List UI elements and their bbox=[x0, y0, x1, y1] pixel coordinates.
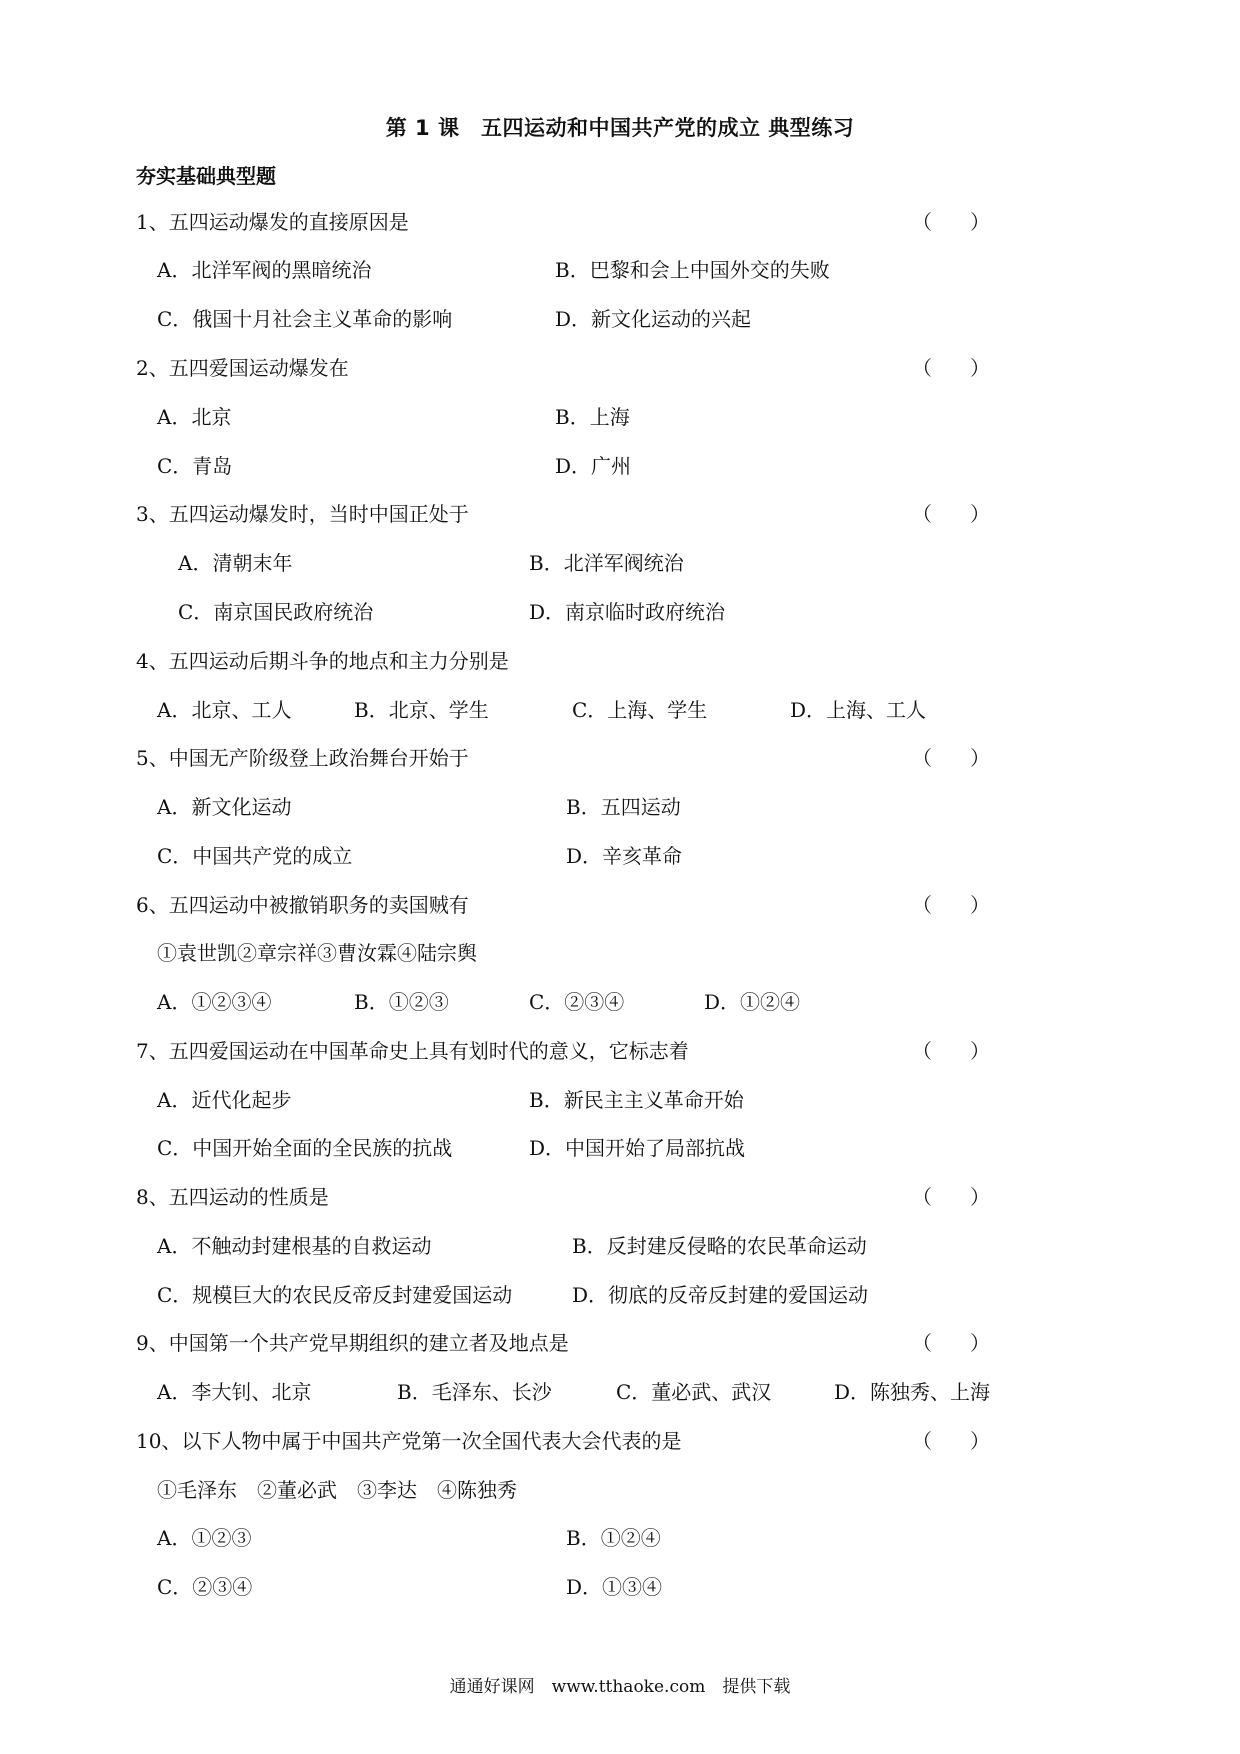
q1-option-a: A．北洋军阀的黑暗统治 bbox=[157, 258, 372, 282]
question-4: 4、五四运动后期斗争的地点和主力分别是 bbox=[136, 649, 509, 673]
question-9: 9、中国第一个共产党早期组织的建立者及地点是 bbox=[136, 1331, 569, 1355]
question-10: 10、以下人物中属于中国共产党第一次全国代表大会代表的是 bbox=[136, 1429, 682, 1453]
q10-option-a: A．①②③ bbox=[157, 1526, 252, 1550]
question-7: 7、五四爱国运动在中国革命史上具有划时代的意义，它标志着 bbox=[136, 1039, 689, 1063]
q7-option-c: C．中国开始全面的全民族的抗战 bbox=[157, 1136, 453, 1160]
q3-option-a: A．清朝末年 bbox=[178, 551, 293, 575]
answer-blank-3: （ ） bbox=[912, 502, 990, 526]
page-title: 第 1 课 五四运动和中国共产党的成立 典型练习 bbox=[385, 116, 855, 140]
q4-option-d: D．上海、工人 bbox=[790, 698, 927, 722]
q9-option-b: B．毛泽东、长沙 bbox=[397, 1380, 552, 1404]
q6-option-b: B．①②③ bbox=[354, 990, 449, 1014]
q5-option-d: D．辛亥革命 bbox=[566, 844, 683, 868]
q6-option-c: C．②③④ bbox=[529, 990, 625, 1014]
q8-option-d: D．彻底的反帝反封建的爱国运动 bbox=[572, 1283, 869, 1307]
q4-option-a: A．北京、工人 bbox=[157, 698, 292, 722]
answer-blank-9: （ ） bbox=[912, 1331, 990, 1355]
q9-option-a: A．李大钊、北京 bbox=[157, 1380, 312, 1404]
section-heading: 夯实基础典型题 bbox=[136, 164, 276, 188]
question-1: 1、五四运动爆发的直接原因是 bbox=[136, 210, 409, 234]
question-2: 2、五四爱国运动爆发在 bbox=[136, 356, 349, 380]
q5-option-a: A．新文化运动 bbox=[157, 795, 292, 819]
q7-option-d: D．中国开始了局部抗战 bbox=[529, 1136, 746, 1160]
q4-option-c: C．上海、学生 bbox=[572, 698, 708, 722]
q2-option-a: A．北京 bbox=[157, 405, 232, 429]
q9-option-d: D．陈独秀、上海 bbox=[834, 1380, 991, 1404]
question-3: 3、五四运动爆发时，当时中国正处于 bbox=[136, 502, 469, 526]
q6-items: ①袁世凯②章宗祥③曹汝霖④陆宗舆 bbox=[157, 941, 477, 965]
question-8: 8、五四运动的性质是 bbox=[136, 1185, 329, 1209]
answer-blank-7: （ ） bbox=[912, 1039, 990, 1063]
q7-option-a: A．近代化起步 bbox=[157, 1088, 292, 1112]
answer-blank-2: （ ） bbox=[912, 356, 990, 380]
page-footer: 通通好课网 www.tthaoke.com 提供下载 bbox=[449, 1677, 791, 1697]
q10-option-c: C．②③④ bbox=[157, 1575, 253, 1599]
q6-option-a: A．①②③④ bbox=[157, 990, 272, 1014]
q1-option-b: B．巴黎和会上中国外交的失败 bbox=[555, 258, 830, 282]
q4-option-b: B．北京、学生 bbox=[354, 698, 489, 722]
q5-option-c: C．中国共产党的成立 bbox=[157, 844, 353, 868]
answer-blank-8: （ ） bbox=[912, 1185, 990, 1209]
q1-option-d: D．新文化运动的兴起 bbox=[555, 307, 752, 331]
q10-option-d: D．①③④ bbox=[566, 1575, 663, 1599]
q5-option-b: B．五四运动 bbox=[566, 795, 681, 819]
q8-option-c: C．规模巨大的农民反帝反封建爱国运动 bbox=[157, 1283, 513, 1307]
q1-option-c: C．俄国十月社会主义革命的影响 bbox=[157, 307, 453, 331]
q9-option-c: C．董必武、武汉 bbox=[616, 1380, 772, 1404]
q3-option-c: C．南京国民政府统治 bbox=[178, 600, 374, 624]
answer-blank-1: （ ） bbox=[912, 210, 990, 234]
q8-option-a: A．不触动封建根基的自救运动 bbox=[157, 1234, 432, 1258]
answer-blank-10: （ ） bbox=[912, 1429, 990, 1453]
q2-option-c: C．青岛 bbox=[157, 454, 233, 478]
question-5: 5、中国无产阶级登上政治舞台开始于 bbox=[136, 746, 469, 770]
answer-blank-6: （ ） bbox=[912, 893, 990, 917]
question-6: 6、五四运动中被撤销职务的卖国贼有 bbox=[136, 893, 469, 917]
q3-option-d: D．南京临时政府统治 bbox=[529, 600, 726, 624]
q2-option-d: D．广州 bbox=[555, 454, 632, 478]
q3-option-b: B．北洋军阀统治 bbox=[529, 551, 684, 575]
q10-items: ①毛泽东 ②董必武 ③李达 ④陈独秀 bbox=[157, 1478, 517, 1502]
q2-option-b: B．上海 bbox=[555, 405, 630, 429]
q8-option-b: B．反封建反侵略的农民革命运动 bbox=[572, 1234, 867, 1258]
q10-option-b: B．①②④ bbox=[566, 1526, 661, 1550]
answer-blank-5: （ ） bbox=[912, 746, 990, 770]
q6-option-d: D．①②④ bbox=[704, 990, 801, 1014]
q7-option-b: B．新民主主义革命开始 bbox=[529, 1088, 744, 1112]
